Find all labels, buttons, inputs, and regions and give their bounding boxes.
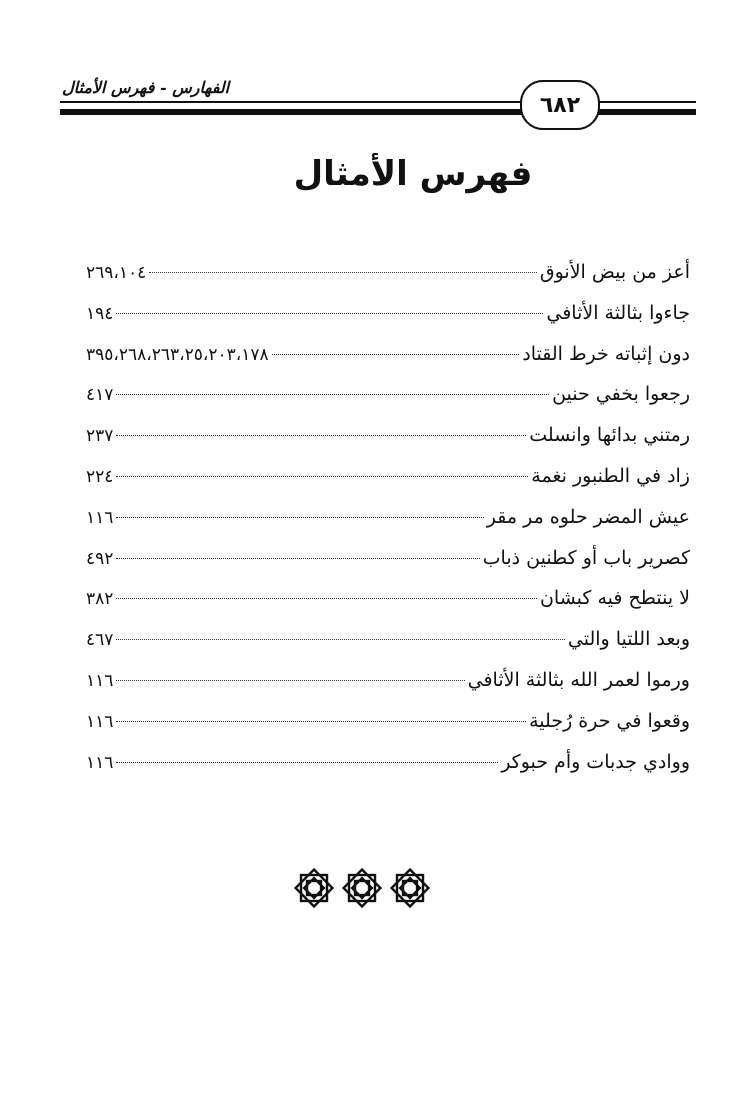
proverb-text: وقعوا في حرة رُجلية (529, 709, 690, 732)
eight-point-star-icon (292, 866, 336, 910)
dot-leader (116, 680, 464, 681)
proverb-text: دون إثباته خرط القتاد (522, 342, 690, 365)
index-entry (86, 334, 690, 375)
page-references: ٣٩٥،٢٦٨،٢٦٣،٢٥،٢٠٣،١٧٨ (86, 344, 269, 365)
index-entry (86, 660, 690, 701)
dot-leader (116, 762, 498, 763)
proverb-text: ووادي جدبات وأم حبوكر (501, 750, 690, 773)
dot-leader (116, 558, 479, 559)
page-references: ٢٢٤ (86, 466, 114, 487)
proverb-text: كصرير باب أو كطنين ذباب (482, 546, 690, 569)
index-entry (86, 497, 690, 538)
closing-ornament (292, 866, 432, 916)
dot-leader (272, 354, 520, 355)
page-references: ٤٦٧ (86, 630, 114, 651)
header-rule-thin (60, 101, 696, 103)
proverb-text: لا ينتطح فيه كبشان (539, 587, 690, 610)
running-title: الفهارس - فهرس الأمثال (62, 78, 230, 97)
header-rule-thick (60, 109, 696, 115)
index-entry (86, 619, 690, 660)
page-title: فهرس الأمثال (293, 154, 533, 194)
index-entry (86, 538, 690, 579)
page-references: ١٩٤ (86, 303, 114, 324)
page-references: ٤١٧ (86, 385, 114, 406)
index-entry (86, 742, 690, 783)
dot-leader (116, 476, 528, 477)
dot-leader (116, 394, 549, 395)
index-entry (86, 252, 690, 293)
proverb-text: رمتني بدائها وانسلت (529, 424, 690, 447)
proverb-text: أعز من بيض الأنوق (539, 261, 690, 283)
page-references: ٤٩٢ (86, 548, 114, 569)
proverb-text: رجعوا بخفي حنين (552, 383, 690, 406)
page-references: ٢٣٧ (86, 426, 114, 447)
dot-leader (116, 435, 526, 436)
proverb-text: جاءوا بثالثة الأثافي (546, 301, 690, 324)
dot-leader (116, 517, 483, 518)
proverb-text: عيش المضر حلوه مر مقر (486, 505, 690, 528)
index-entry (86, 293, 690, 334)
eight-point-star-icon (340, 866, 384, 910)
index-entry (86, 415, 690, 456)
proverb-index-list (86, 252, 690, 782)
dot-leader (116, 598, 537, 599)
dot-leader (116, 721, 526, 722)
page-references: ٢٦٩،١٠٤ (86, 263, 147, 283)
index-entry (86, 701, 690, 742)
dot-leader (149, 272, 537, 273)
page-references: ٣٨٢ (86, 589, 114, 610)
index-entry (86, 456, 690, 497)
proverb-text: ورموا لعمر الله بثالثة الأثافي (467, 668, 690, 691)
proverb-text: زاد في الطنبور نغمة (531, 464, 690, 487)
index-entry (86, 374, 690, 415)
page-references: ١١٦ (86, 752, 114, 773)
page-references: ١١٦ (86, 507, 114, 528)
eight-point-star-icon (388, 866, 432, 910)
dot-leader (116, 639, 564, 640)
page-number: ٦٨٢ (520, 80, 600, 130)
index-entry (86, 578, 690, 619)
dot-leader (116, 313, 543, 314)
page-references: ١١٦ (86, 670, 114, 691)
page-references: ١١٦ (86, 711, 114, 732)
proverb-text: وبعد اللتيا والتي (567, 628, 690, 651)
